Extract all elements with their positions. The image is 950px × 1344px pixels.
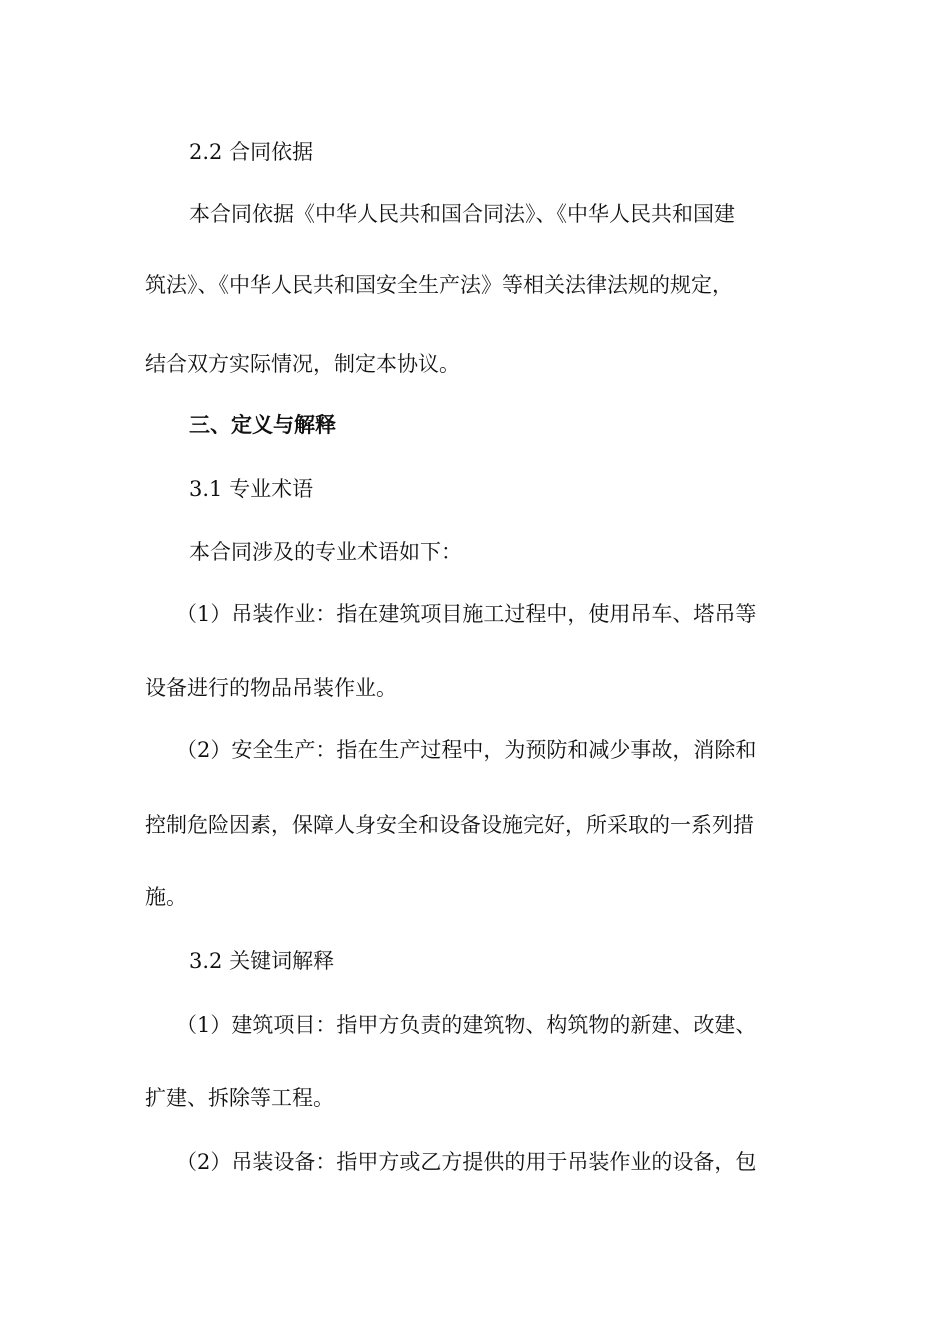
paragraph-line: 控制危险因素，保障人身安全和设备设施完好，所采取的一系列措: [145, 813, 754, 837]
list-item-line: （1）建筑项目：指甲方负责的建筑物、构筑物的新建、改建、: [176, 1013, 757, 1037]
section-heading-2-2: 2.2 合同依据: [189, 140, 314, 164]
section-heading-3-2: 3.2 关键词解释: [189, 949, 335, 973]
chapter-heading-3: 三、定义与解释: [189, 412, 336, 437]
paragraph-line: 本合同依据《中华人民共和国合同法》、《中华人民共和国建: [189, 202, 735, 226]
paragraph-line: 结合双方实际情况，制定本协议。: [145, 352, 460, 376]
paragraph-line: 设备进行的物品吊装作业。: [145, 676, 397, 700]
list-item-line: （1）吊装作业：指在建筑项目施工过程中，使用吊车、塔吊等: [176, 602, 757, 626]
paragraph-line: 扩建、拆除等工程。: [145, 1086, 334, 1110]
paragraph-line: 本合同涉及的专业术语如下：: [189, 540, 462, 564]
section-heading-3-1: 3.1 专业术语: [189, 477, 314, 501]
list-item-line: （2）安全生产：指在生产过程中，为预防和减少事故，消除和: [176, 738, 757, 762]
paragraph-line: 筑法》、《中华人民共和国安全生产法》等相关法律法规的规定，: [145, 273, 733, 297]
paragraph-line: 施。: [145, 885, 187, 909]
list-item-line: （2）吊装设备：指甲方或乙方提供的用于吊装作业的设备，包: [176, 1150, 757, 1174]
